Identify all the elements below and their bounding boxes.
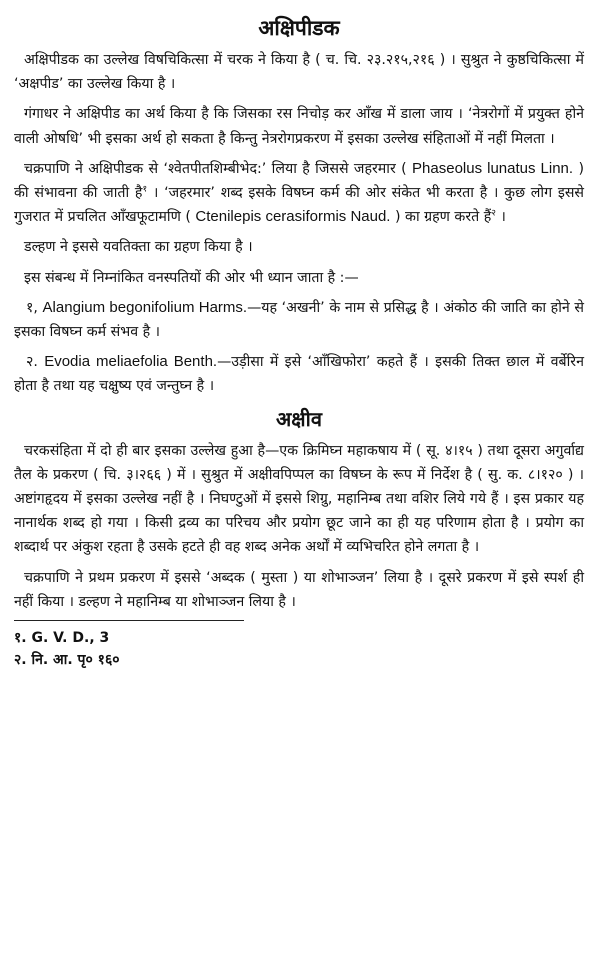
botanical-name: Evodia meliaefolia Benth. — [44, 353, 218, 371]
paragraph: चक्रपाणि ने प्रथम प्रकरण में इससे ‘अब्दक ( मुस्ता ) या शोभाञ्जन’ लिया है । दूसरे प्रकरण में इसे स्पर्श ही नहीं किया । डल्हण ने महानिम्ब या शोभाञ्जन लिया है । — [14, 569, 584, 610]
paragraph: अक्षिपीडक का उल्लेख विषचिकित्सा में चरक ने किया है ( च. चि. २३.२१५,२१६ ) । सुश्रुत ने कुष्ठचिकित्सा में ‘अक्षपीड’ का उल्लेख किया है । — [14, 52, 584, 93]
text-run: ) का ग्रहण करते हैं — [395, 209, 492, 226]
section-heading-aksheev: अक्षीव — [276, 406, 322, 431]
botanical-name: Phaseolus lunatus Linn. — [412, 159, 574, 177]
section-heading-akshipidak: अक्षिपीडक — [258, 16, 340, 40]
list-number: १, — [26, 299, 38, 316]
footnote-marker: १ — [142, 184, 148, 195]
botanical-name: Ctenilepis cerasiformis Naud. — [195, 208, 391, 226]
footnote-marker: २ — [491, 208, 496, 219]
text-run: ) की संभावना की जाती है — [14, 160, 584, 202]
text-run: —उड़ीसा में इसे ‘आँखिफोरा’ कहते हैं । इसकी तिक्त छाल में वर्बेरिन होता है तथा यह चक्षुष्य एवं जन्तुघ्न है । — [14, 354, 584, 395]
paragraph: इस संबन्ध में निम्नांकित वनस्पतियों की ओर भी ध्यान जाता है :— — [24, 269, 359, 286]
list-number: २. — [26, 354, 38, 371]
list-item — [14, 296, 584, 344]
text-run: । — [500, 209, 506, 226]
footnote: १. G. V. D., 3 — [14, 630, 110, 647]
text-run: । ‘जहरमार’ शब्द इसके विषघ्न कर्म की ओर संकेत भी करता है । कुछ लोग इससे गुजरात में प्रचलित आँखफूटामणि ( — [14, 185, 585, 226]
text-run: —यह ‘अखनी’ के नाम से प्रसिद्ध है । अंकोठ की जाति का होने से इसका विषघ्न कर्म संभव है । — [14, 299, 584, 341]
text-run: चक्रपाणि ने अक्षिपीडक से ‘श्वेतपीतशिम्बीभेद:’ लिया है जिससे जहरमार ( — [24, 160, 407, 177]
paragraph: चरकसंहिता में दो ही बार इसका उल्लेख हुआ है—एक क्रिमिघ्न महाकषाय में ( सू. ४।१५ ) तथा दूसरा अगुर्वाद्य तैल के प्रकरण ( चि. ३।२६६ ) में । सुश्रुत में अक्षीवपिप्पल का विषघ्न के रूप में निर्देश है ( सु. क. ८।१२० ) । अष्टांगहृदय में इसका उल्लेख नहीं है । निघण्टुओं में इससे शिग्रु, महानिम्ब तथा वशिर लिये गये हैं । इस प्रकार यह नानार्थक शब्द हो गया । किसी द्रव्य का परिचय और प्रयोग छूट जाने का ही यह परिणाम होता है । प्रयोग का शब्दार्थ पर अंकुश रहता है उसके हटते ही वह शब्द अनेक अर्थों में व्यभिचरित होने लगता है । — [14, 442, 584, 556]
paragraph: गंगाधर ने अक्षिपीड का अर्थ किया है कि जिसका रस निचोड़ कर आँख में डाला जाय । ‘नेत्ररोगों में प्रयुक्त होने वाली ओषधि’ भी इसका अर्थ हो सकता है किन्तु नेत्ररोगप्रकरण में इसका उल्लेख संहिताओं में नहीं मिलता । — [14, 106, 584, 147]
list-item — [14, 350, 584, 398]
paragraph — [14, 157, 584, 230]
footnote: २. नि. आ. पृ० १६० — [14, 652, 120, 669]
footnote-divider — [14, 620, 244, 621]
paragraph: डल्हण ने इससे यवतिक्ता का ग्रहण किया है । — [24, 239, 253, 256]
botanical-name: Alangium begonifolium Harms. — [42, 298, 248, 316]
footnotes — [14, 627, 584, 671]
